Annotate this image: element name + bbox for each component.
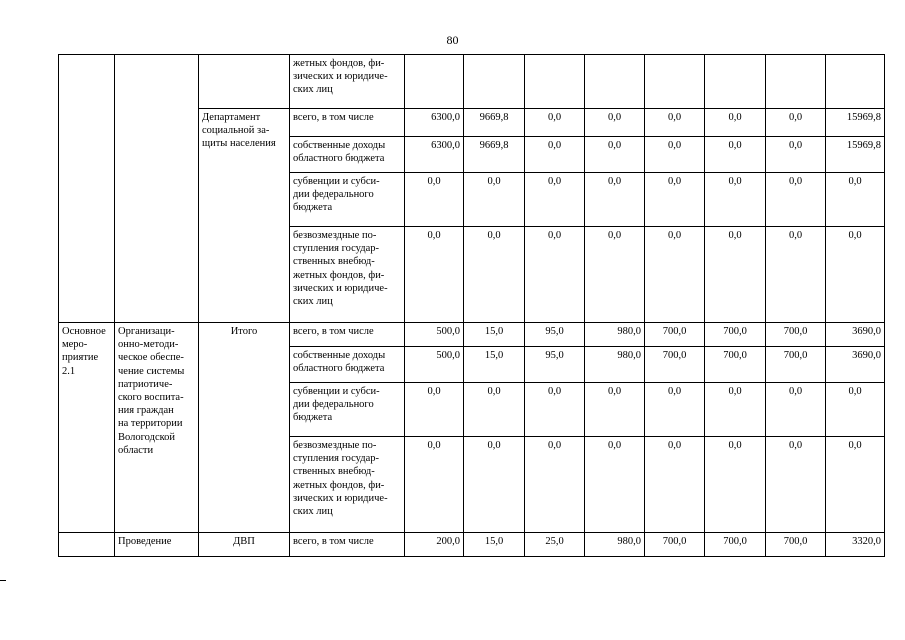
value-cell: 0,0 — [464, 227, 525, 323]
value-cell: 0,0 — [645, 383, 705, 437]
value-cell: 200,0 — [405, 533, 464, 557]
value-cell: 700,0 — [645, 533, 705, 557]
activity-cell: Основное меро- приятие 2.1 — [59, 323, 115, 533]
value-cell: 3690,0 — [826, 323, 885, 347]
value-cell: 0,0 — [826, 437, 885, 533]
activity-cell — [59, 533, 115, 557]
value-cell: 500,0 — [405, 347, 464, 383]
value-cell: 0,0 — [585, 383, 645, 437]
value-cell: 700,0 — [705, 347, 766, 383]
value-cell: 980,0 — [585, 533, 645, 557]
activity-cell — [59, 55, 115, 323]
value-cell: 0,0 — [585, 173, 645, 227]
value-cell: 0,0 — [766, 383, 826, 437]
value-cell: 6300,0 — [405, 137, 464, 173]
value-cell: 0,0 — [705, 137, 766, 173]
value-cell: 0,0 — [645, 437, 705, 533]
source-cell: всего, в том числе — [290, 109, 405, 137]
table-row — [59, 323, 885, 347]
value-cell: 0,0 — [766, 137, 826, 173]
value-cell: 700,0 — [705, 533, 766, 557]
description-cell: Организаци- онно-методи- ческое обеспе- чение системы патриотиче- ского воспита- ния граждан на территории Вологодской области — [115, 323, 199, 533]
executor-cell — [199, 55, 290, 109]
value-cell: 0,0 — [525, 173, 585, 227]
value-cell: 0,0 — [645, 137, 705, 173]
value-cell: 0,0 — [464, 383, 525, 437]
value-cell: 95,0 — [525, 323, 585, 347]
value-cell: 0,0 — [525, 109, 585, 137]
value-cell: 0,0 — [525, 383, 585, 437]
value-cell: 0,0 — [525, 437, 585, 533]
source-cell: безвозмездные по- ступления государ- ственных внебюд- жетных фондов, фи- зических и юридиче- ских лиц — [290, 437, 405, 533]
value-cell: 0,0 — [705, 109, 766, 137]
value-cell: 3690,0 — [826, 347, 885, 383]
value-cell: 25,0 — [525, 533, 585, 557]
value-cell: 0,0 — [585, 227, 645, 323]
value-cell: 0,0 — [766, 173, 826, 227]
value-cell: 0,0 — [405, 173, 464, 227]
value-cell: 0,0 — [826, 227, 885, 323]
source-cell: всего, в том числе — [290, 323, 405, 347]
value-cell: 0,0 — [645, 227, 705, 323]
description-cell: Проведение — [115, 533, 199, 557]
source-cell: всего, в том числе — [290, 533, 405, 557]
value-cell: 0,0 — [645, 109, 705, 137]
value-cell — [405, 55, 464, 109]
value-cell: 0,0 — [585, 109, 645, 137]
value-cell: 6300,0 — [405, 109, 464, 137]
value-cell: 9669,8 — [464, 137, 525, 173]
value-cell: 700,0 — [766, 323, 826, 347]
executor-cell: Итого — [199, 323, 290, 533]
value-cell — [464, 55, 525, 109]
value-cell: 3320,0 — [826, 533, 885, 557]
source-cell: субвенции и субси- дии федерального бюджета — [290, 383, 405, 437]
value-cell: 0,0 — [826, 173, 885, 227]
value-cell: 0,0 — [405, 437, 464, 533]
value-cell: 0,0 — [585, 437, 645, 533]
value-cell: 15,0 — [464, 323, 525, 347]
value-cell: 0,0 — [705, 383, 766, 437]
value-cell: 0,0 — [705, 227, 766, 323]
value-cell — [705, 55, 766, 109]
value-cell: 980,0 — [585, 347, 645, 383]
value-cell: 0,0 — [525, 227, 585, 323]
value-cell: 0,0 — [645, 173, 705, 227]
value-cell — [585, 55, 645, 109]
value-cell: 0,0 — [766, 437, 826, 533]
value-cell: 15969,8 — [826, 109, 885, 137]
value-cell: 500,0 — [405, 323, 464, 347]
value-cell: 0,0 — [525, 137, 585, 173]
value-cell: 700,0 — [645, 347, 705, 383]
value-cell: 0,0 — [405, 383, 464, 437]
margin-mark — [0, 580, 6, 581]
source-cell: безвозмездные по- ступления государ- ственных внебюд- жетных фондов, фи- зических и юридиче- ских лиц — [290, 227, 405, 323]
page-number: 80 — [446, 33, 459, 47]
value-cell: 15,0 — [464, 533, 525, 557]
table-row — [59, 55, 885, 109]
value-cell: 0,0 — [705, 173, 766, 227]
value-cell: 0,0 — [585, 137, 645, 173]
budget-table — [58, 54, 885, 557]
value-cell: 700,0 — [705, 323, 766, 347]
table-row — [59, 533, 885, 557]
value-cell: 700,0 — [645, 323, 705, 347]
value-cell: 95,0 — [525, 347, 585, 383]
value-cell — [766, 55, 826, 109]
value-cell: 700,0 — [766, 347, 826, 383]
executor-cell: Департамент социальной за- щиты населения — [199, 109, 290, 323]
value-cell — [645, 55, 705, 109]
value-cell — [525, 55, 585, 109]
value-cell: 0,0 — [405, 227, 464, 323]
value-cell: 980,0 — [585, 323, 645, 347]
value-cell: 0,0 — [766, 227, 826, 323]
executor-cell: ДВП — [199, 533, 290, 557]
source-cell: собственные доходы областного бюджета — [290, 347, 405, 383]
value-cell — [826, 55, 885, 109]
source-cell: жетных фондов, фи- зических и юридиче- ских лиц — [290, 55, 405, 109]
value-cell: 15,0 — [464, 347, 525, 383]
value-cell: 0,0 — [705, 437, 766, 533]
value-cell: 15969,8 — [826, 137, 885, 173]
value-cell: 700,0 — [766, 533, 826, 557]
description-cell — [115, 55, 199, 323]
value-cell: 0,0 — [464, 173, 525, 227]
value-cell: 0,0 — [464, 437, 525, 533]
value-cell: 0,0 — [826, 383, 885, 437]
value-cell: 9669,8 — [464, 109, 525, 137]
source-cell: субвенции и субси- дии федерального бюджета — [290, 173, 405, 227]
value-cell: 0,0 — [766, 109, 826, 137]
source-cell: собственные доходы областного бюджета — [290, 137, 405, 173]
